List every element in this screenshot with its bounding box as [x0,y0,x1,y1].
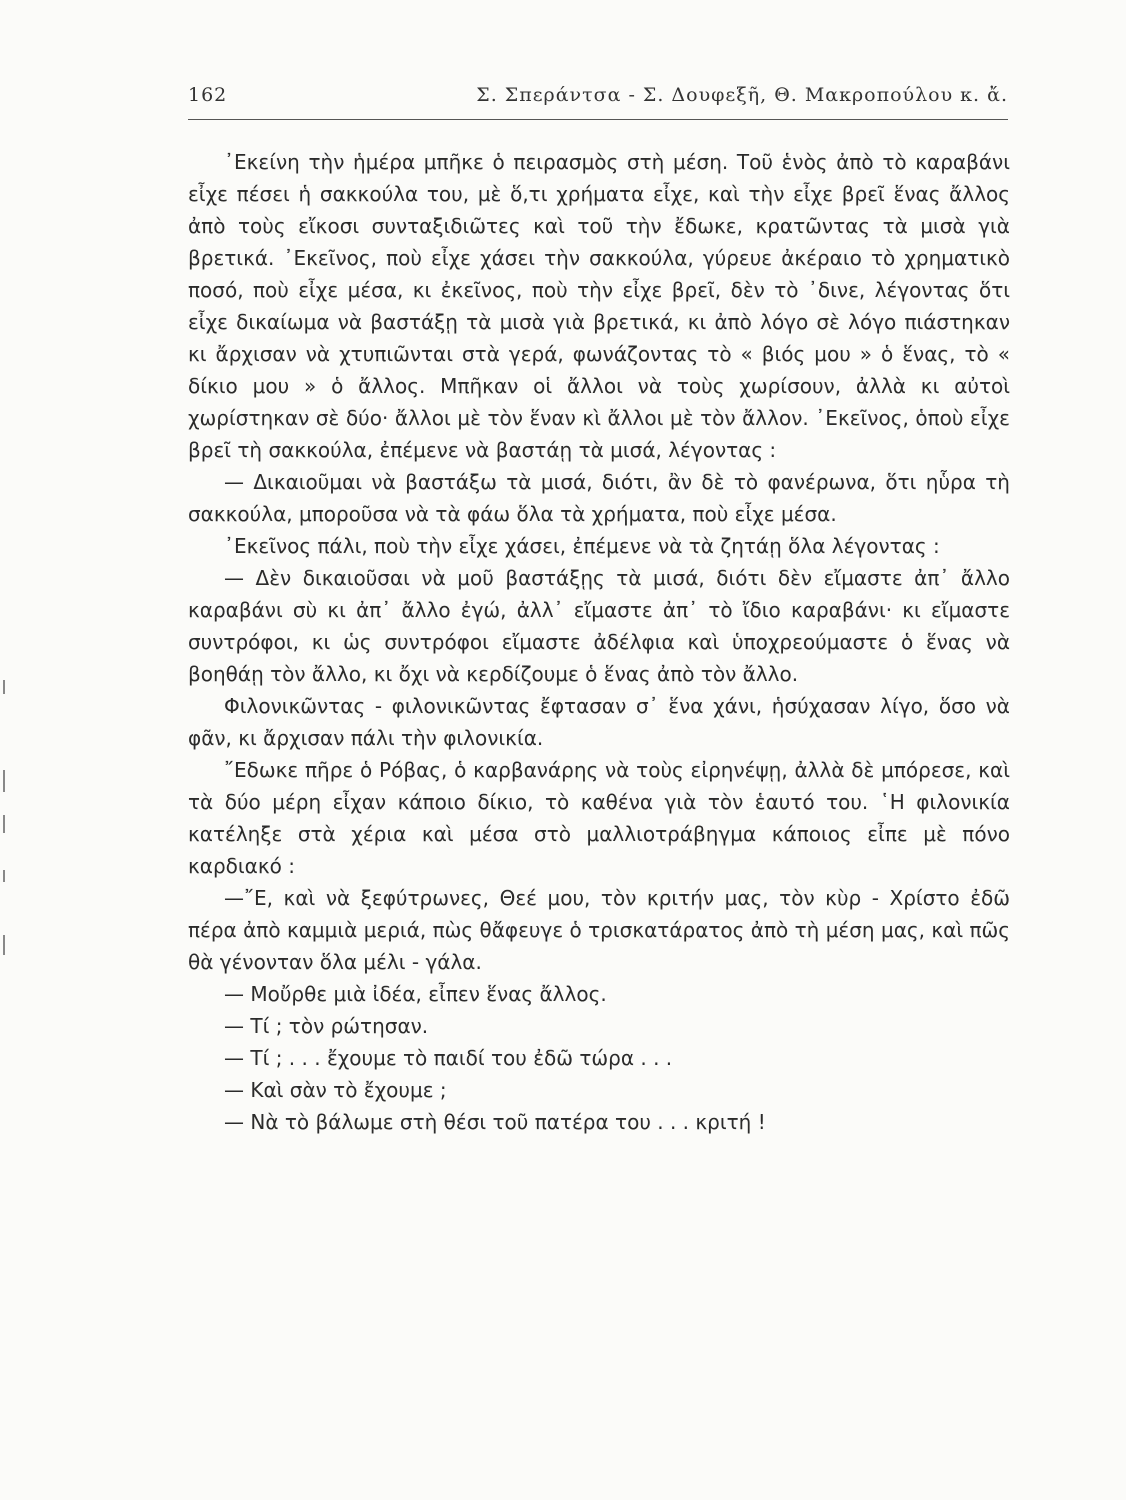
page-edge-marks [0,0,12,1500]
paragraph: ᾿Εκείνη τὴν ἡμέρα μπῆκε ὁ πειρασμὸς στὴ μέση. Τοῦ ἑνὸς ἀπὸ τὸ καραβάνι εἶχε πέσει ἡ σακκούλα του, μὲ ὅ,τι χρήματα εἶχε, καὶ τὴν εἶχε βρεῖ ἕνας ἄλλος ἀπὸ τοὺς εἴκοσι συνταξιδιῶτες καὶ τοῦ τὴν ἔδωκε, κρατῶντας τὰ μισὰ γιὰ βρετικά. ᾿Εκεῖνος, ποὺ εἶχε χάσει τὴν σακκούλα, γύρευε ἀκέραιο τὸ χρηματικὸ ποσό, ποὺ εἶχε μέσα, κι ἐκεῖνος, ποὺ τὴν εἶχε βρεῖ, δὲν τὸ ᾿δινε, λέγοντας ὅτι εἶχε δικαίωμα νὰ βαστάξῃ τὰ μισὰ γιὰ βρετικά, κι ἀπὸ λόγο σὲ λόγο πιάστηκαν κι ἄρχισαν νὰ χτυπιῶνται στὰ γερά, φωνάζοντας τὸ « βιός μου » ὁ ἕνας, τὸ « δίκιο μου » ὁ ἄλλος. Μπῆκαν οἱ ἄλλοι νὰ τοὺς χωρίσουν, ἀλλὰ κι αὐτοὶ χωρίστηκαν σὲ δύο· ἄλλοι μὲ τὸν ἕναν κὶ ἄλλοι μὲ τὸν ἄλλον. ᾿Εκεῖνος, ὁποὺ εἶχε βρεῖ τὴ σακκούλα, ἐπέμενε νὰ βαστάῃ τὰ μισά, λέγοντας : [188,150,1010,462]
dialogue-line: — Μοὔρθε μιὰ ἰδέα, εἶπεν ἕνας ἄλλος. [224,982,607,1006]
running-title: Σ. Σπεράντσα - Σ. Δουφεξῆ, Θ. Μακροπούλου κ. ἄ. [476,84,1008,106]
dialogue-line: — Τί ; . . . ἔχουμε τὸ παιδί του ἐδῶ τώρα . . . [224,1046,673,1070]
dialogue-line: — Καὶ σὰν τὸ ἔχουμε ; [224,1078,447,1102]
running-header [188,84,1008,118]
header-rule [188,119,1008,120]
body-text [188,146,1010,1138]
dialogue-line: — Νὰ τὸ βάλωμε στὴ θέσι τοῦ πατέρα του . . . κριτή ! [224,1110,766,1134]
dialogue-line: — Τί ; τὸν ρώτησαν. [224,1014,429,1038]
page-number: 162 [188,84,228,106]
paragraph: ῎Εδωκε πῆρε ὁ Ρόβας, ὁ καρβανάρης νὰ τοὺς εἰρηνέψῃ, ἀλλὰ δὲ μπόρεσε, καὶ τὰ δύο μέρη εἶχαν κάποιο δίκιο, τὸ καθένα γιὰ τὸν ἑαυτό του. ῾Η φιλονικία κατέληξε στὰ χέρια καὶ μέσα στὸ μαλλιοτράβηγμα κάποιος εἶπε μὲ πόνο καρδιακό : [188,758,1010,878]
dialogue-line: — Δικαιοῦμαι νὰ βαστάξω τὰ μισά, διότι, ἂν δὲ τὸ φανέρωνα, ὅτι ηὗρα τὴ σακκούλα, μποροῦσα νὰ τὰ φάω ὅλα τὰ χρήματα, ποὺ εἶχε μέσα. [188,470,1010,526]
paragraph: ᾿Εκεῖνος πάλι, ποὺ τὴν εἶχε χάσει, ἐπέμενε νὰ τὰ ζητάῃ ὅλα λέγοντας : [224,534,940,558]
dialogue-line: —῎Ε, καὶ νὰ ξεφύτρωνες, Θεέ μου, τὸν κριτήν μας, τὸν κὺρ - Χρίστο ἐδῶ πέρα ἀπὸ καμμιὰ μεριά, πὼς θἄφευγε ὁ τρισκατάρατος ἀπὸ τὴ μέση μας, καὶ πῶς θὰ γένονταν ὅλα μέλι - γάλα. [188,886,1010,974]
paragraph: Φιλονικῶντας - φιλονικῶντας ἔφτασαν σ᾿ ἕνα χάνι, ἡσύχασαν λίγο, ὅσο νὰ φᾶν, κι ἄρχισαν πάλι τὴν φιλονικία. [188,694,1010,750]
dialogue-line: — Δὲν δικαιοῦσαι νὰ μοῦ βαστάξῃς τὰ μισά, διότι δὲν εἴμαστε ἀπ᾿ ἄλλο καραβάνι σὺ κι ἀπ᾿ ἄλλο ἐγώ, ἀλλ᾿ εἴμαστε ἀπ᾿ τὸ ἴδιο καραβάνι· κι εἴμαστε συντρόφοι, κι ὡς συντρόφοι εἴμαστε ἀδέλφια καὶ ὑποχρεούμαστε ὁ ἕνας νὰ βοηθάῃ τὸν ἄλλο, κι ὄχι νὰ κερδίζουμε ὁ ἕνας ἀπὸ τὸν ἄλλο. [188,566,1010,686]
